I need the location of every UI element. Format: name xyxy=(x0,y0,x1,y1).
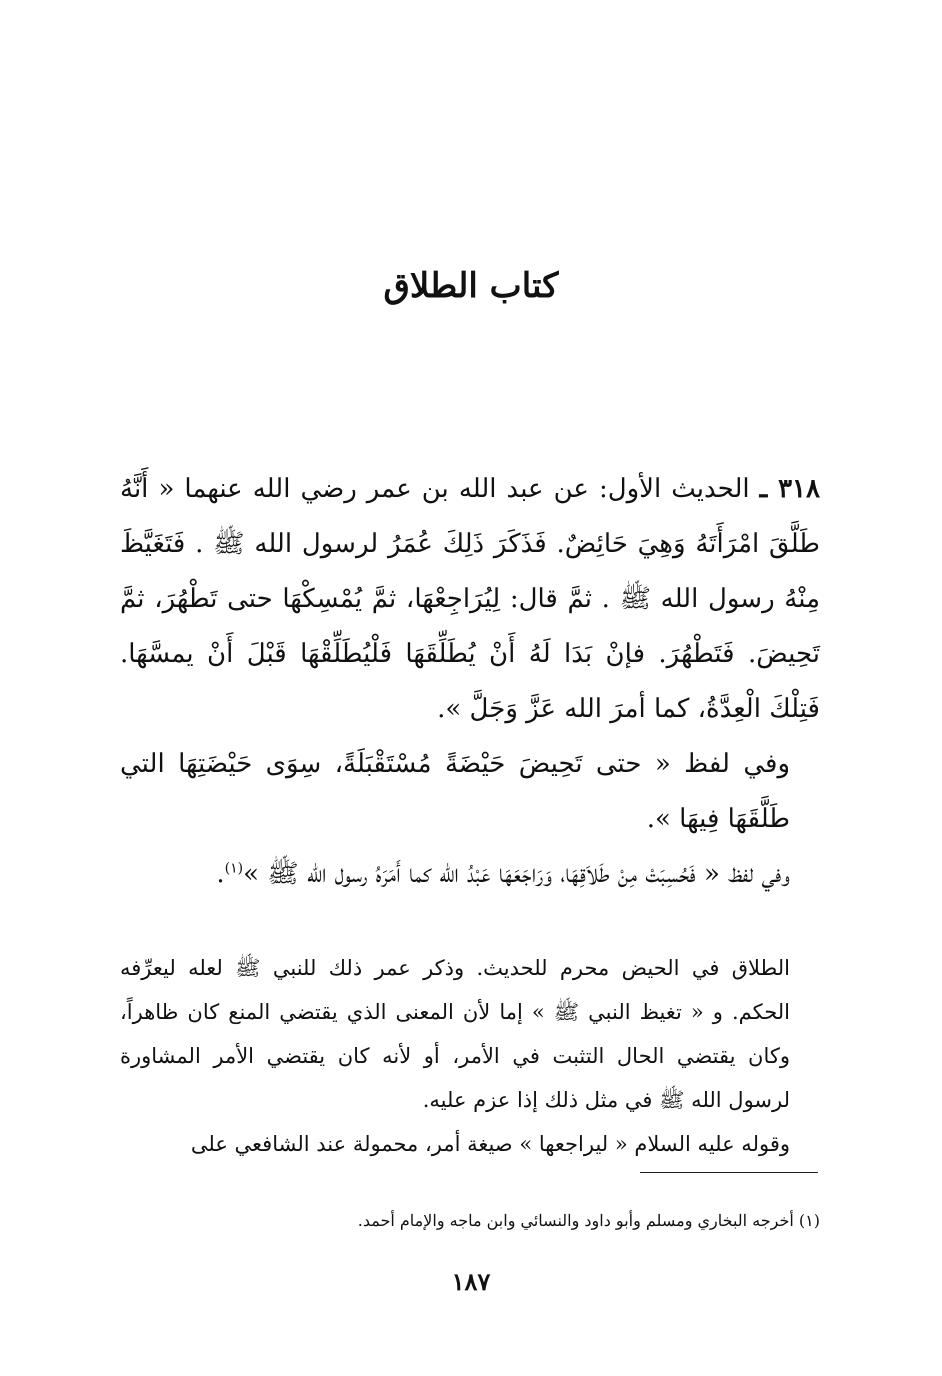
page-number: ١٨٧ xyxy=(451,1267,491,1296)
variant-2-text: وفي لفظ « فَحُسِبَتْ مِنْ طَلاَقِهَا، وَرَاجَعَهَا عَبْدُ الله كما أَمَرَهُ رسول الله ﷺ » xyxy=(243,859,790,889)
commentary-paragraph-1: الطلاق في الحيض محرم للحديث. وذكر عمر ذلك للنبي ﷺ لعله ليعرِّفه الحكم. و « تغيظ النبي ﷺ » إما لأن المعنى الذي يقتضي المنع كان ظاهراً، وكان يقتضي الحال التثبت في الأمر، أو لأنه كان يقتضي الأمر المشاورة لرسول الله ﷺ في مثل ذلك إذا عزم عليه. xyxy=(120,956,790,1112)
hadith-paragraph xyxy=(120,462,820,737)
footnote-marker: (١) xyxy=(224,860,244,877)
commentary-paragraph-2: وقوله عليه السلام « ليراجعها » صيغة أمر، محمولة عند الشافعي على xyxy=(190,1132,790,1156)
hadith-block xyxy=(120,462,820,902)
hadith-number: ٣١٨ ـ xyxy=(759,474,820,504)
hadith-text: الحديث الأول: عن عبد الله بن عمر رضي الله عنهما « أَنَّهُ طَلَّقَ امْرَأَتَهُ وَهِيَ حَائِضٌ. فَذَكَرَ ذَلِكَ عُمَرُ لرسول الله ﷺ . فَتَغَيَّظَ مِنْهُ رسول الله ﷺ . ثمَّ قال: لِيُرَاجِعْهَا، ثمَّ يُمْسِكْهَا حتى تَطْهُرَ، ثمَّ تَحِيضَ. فَتَطْهُرَ. فإنْ بَدَا لَهُ أَنْ يُطَلِّقَهَا فَلْيُطَلِّقْهَا قَبْلَ أَنْ يمسَّهَا. فَتِلْكَ الْعِدَّةُ، كما أمرَ الله عَزَّ وَجَلَّ ». xyxy=(120,474,820,724)
chapter-title: كتاب الطلاق xyxy=(383,266,559,306)
commentary-block xyxy=(120,946,820,1166)
variant-2-end: . xyxy=(216,859,225,889)
variant-2 xyxy=(120,847,820,902)
variant-1: وفي لفظ « حتى تَحِيضَ حَيْضَةً مُسْتَقْبَلَةً، سِوَى حَيْضَتِهَا التي طَلَّقَهَا فِيهَا ». xyxy=(120,749,790,834)
footnote-divider xyxy=(640,1172,818,1173)
footnote: (١) أخرجه البخاري ومسلم وأبو داود والنسائي وابن ماجه والإمام أحمد. xyxy=(357,1211,820,1230)
